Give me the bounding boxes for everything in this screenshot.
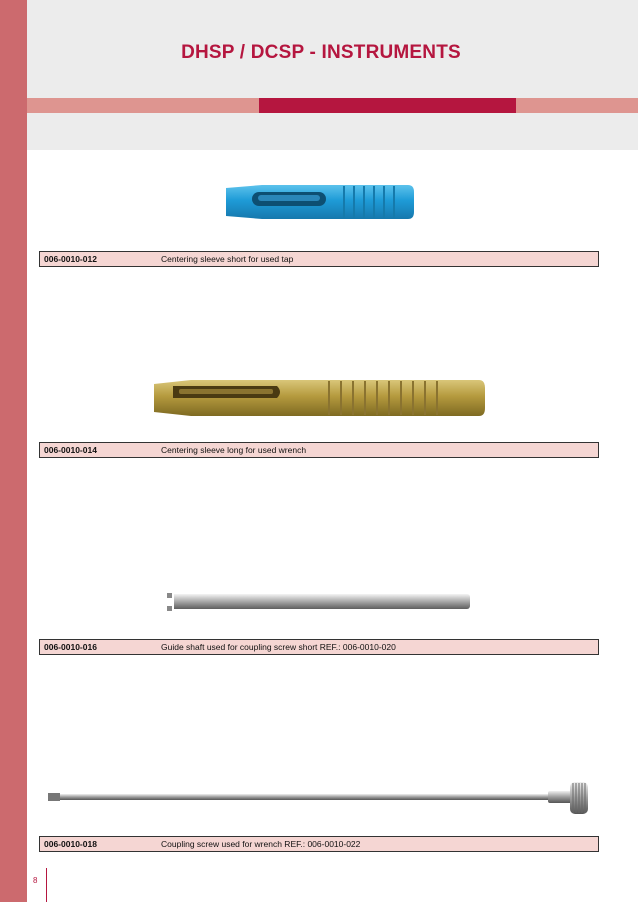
item-ref: 006-0010-012 (44, 254, 97, 264)
item-row (39, 836, 599, 852)
header-stripe-left (27, 98, 259, 113)
item-row (39, 442, 599, 458)
header-stripe-center (259, 98, 516, 113)
page-number: 8 (33, 876, 38, 885)
item-description: Centering sleeve short for used tap (161, 254, 294, 264)
page-title: DHSP / DCSP - INSTRUMENTS (181, 42, 461, 63)
coupling-screw-image (48, 778, 592, 818)
item-description: Guide shaft used for coupling screw short REF.: 006-0010-020 (161, 642, 396, 652)
left-accent-band (0, 0, 27, 902)
item-row (39, 251, 599, 267)
gold-centering-sleeve-image (151, 376, 487, 420)
item-description: Coupling screw used for wrench REF.: 006-0010-022 (161, 839, 361, 849)
item-ref: 006-0010-018 (44, 839, 97, 849)
page-number-divider (46, 868, 47, 902)
item-ref: 006-0010-016 (44, 642, 97, 652)
header-stripe-right (516, 98, 638, 113)
item-row (39, 639, 599, 655)
blue-centering-sleeve-image (222, 182, 416, 222)
item-description: Centering sleeve long for used wrench (161, 445, 307, 455)
guide-shaft-image (164, 590, 472, 614)
item-ref: 006-0010-014 (44, 445, 97, 455)
page-header (27, 0, 638, 150)
